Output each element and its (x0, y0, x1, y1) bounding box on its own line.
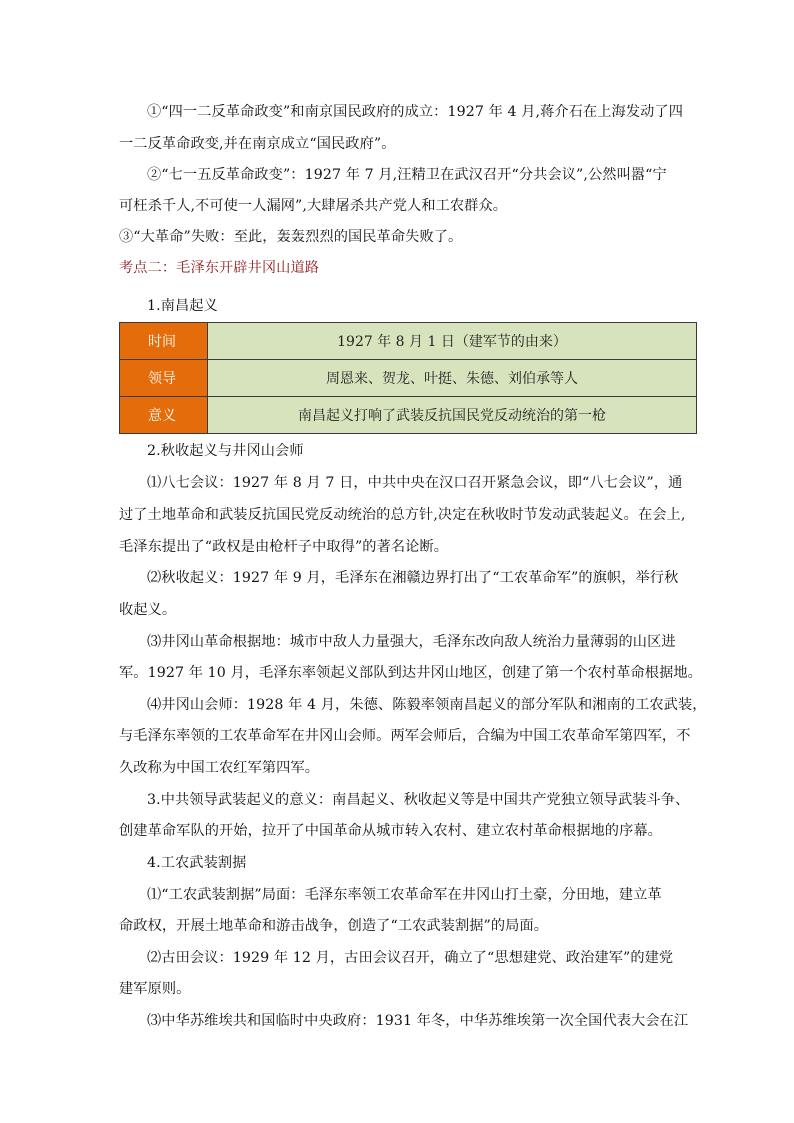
table-value-time: 1927 年 8 月 1 日（建军节的由来） (208, 323, 697, 360)
table-value-leaders: 周恩来、贺龙、叶挺、朱德、刘伯承等人 (208, 360, 697, 397)
paragraph-significance-line1: 3.中共领导武装起义的意义：南昌起义、秋收起义等是中国共产党独立领导武装斗争、 (147, 792, 690, 808)
paragraph-revolution-failure: ③“大革命”失败：至此，轰轰烈烈的国民革命失败了。 (119, 229, 463, 245)
subheading-autumn-harvest: 2.秋收起义与井冈山会师 (147, 443, 304, 459)
paragraph-separatism-line1: ⑴“工农武装割据”局面：毛泽东率领工农革命军在井冈山打土豪，分田地，建立革 (147, 887, 662, 903)
paragraph-jinggangshan-base-line1: ⑶井冈山革命根据地：城市中敌人力量强大，毛泽东改向敌人统治力量薄弱的山区进 (147, 634, 676, 650)
paragraph-autumn-uprising-line2: 收起义。 (119, 602, 177, 618)
subheading-nanchang: 1.南昌起义 (147, 298, 218, 314)
paragraph-jinggangshan-meeting-line2: 与毛泽东率领的工农革命军在井冈山会师。两军会师后，合编为中国工农革命军第四军，不 (119, 728, 691, 744)
paragraph-jinggangshan-meeting-line3: 久改称为中国工农红军第四军。 (119, 760, 320, 776)
table-label-time: 时间 (120, 323, 208, 360)
paragraph-significance-line2: 创建革命军队的开始，拉开了中国革命从城市转入农村、建立农村革命根据地的序幕。 (119, 823, 662, 839)
paragraph-87-meeting-line1: ⑴八七会议：1927 年 8 月 7 日，中共中央在汉口召开紧急会议，即“八七会议”，通 (147, 475, 683, 491)
subheading-armed-separatism: 4.工农武装割据 (147, 855, 247, 871)
table-label-significance: 意义 (120, 397, 208, 434)
paragraph-jinggangshan-base-line2: 军。1927 年 10 月，毛泽东率领起义部队到达井冈山地区，创建了第一个农村革命根据地。 (119, 665, 702, 681)
paragraph-autumn-uprising-line1: ⑵秋收起义：1927 年 9 月，毛泽东在湘赣边界打出了“工农革命军”的旗帜，举行秋 (147, 570, 679, 586)
paragraph-715-coup-line2: 可枉杀千人,不可使一人漏网”,大肆屠杀共产党人和工农群众。 (119, 198, 508, 214)
paragraph-separatism-line2: 命政权，开展土地革命和游击战争，创造了“工农武装割据”的局面。 (119, 918, 549, 934)
paragraph-412-coup-line2: 一二反革命政变,并在南京成立“国民政府”。 (119, 136, 396, 152)
table-label-leaders: 领导 (120, 360, 208, 397)
paragraph-jinggangshan-meeting-line1: ⑷井冈山会师：1928 年 4 月，朱德、陈毅率领南昌起义的部分军队和湘南的工农武装， (147, 697, 707, 713)
paragraph-87-meeting-line3: 毛泽东提出了“政权是由枪杆子中取得”的著名论断。 (119, 539, 449, 555)
paragraph-87-meeting-line2: 过了土地革命和武装反抗国民党反动统治的总方针,决定在秋收时节发动武装起义。在会上, (119, 507, 686, 523)
table-row (120, 397, 697, 434)
section-heading: 考点二：毛泽东开辟井冈山道路 (119, 260, 320, 276)
paragraph-soviet-government-line1: ⑶中华苏维埃共和国临时中央政府：1931 年冬，中华苏维埃第一次全国代表大会在江 (147, 1013, 689, 1029)
table-value-significance: 南昌起义打响了武装反抗国民党反动统治的第一枪 (208, 397, 697, 434)
paragraph-412-coup-line1: ①“四一二反革命政变”和南京国民政府的成立：1927 年 4 月,蒋介石在上海发动了四 (147, 104, 683, 120)
paragraph-gutian-line1: ⑵古田会议：1929 年 12 月，古田会议召开，确立了“思想建党、政治建军”的建党 (147, 950, 674, 966)
table-row (120, 360, 697, 397)
paragraph-715-coup-line1: ②“七一五反革命政变”：1927 年 7 月,汪精卫在武汉召开“分共会议”,公然叫嚣“宁 (147, 167, 667, 183)
nanchang-uprising-table (119, 322, 697, 434)
table-row (120, 323, 697, 360)
paragraph-gutian-line2: 建军原则。 (119, 981, 191, 997)
